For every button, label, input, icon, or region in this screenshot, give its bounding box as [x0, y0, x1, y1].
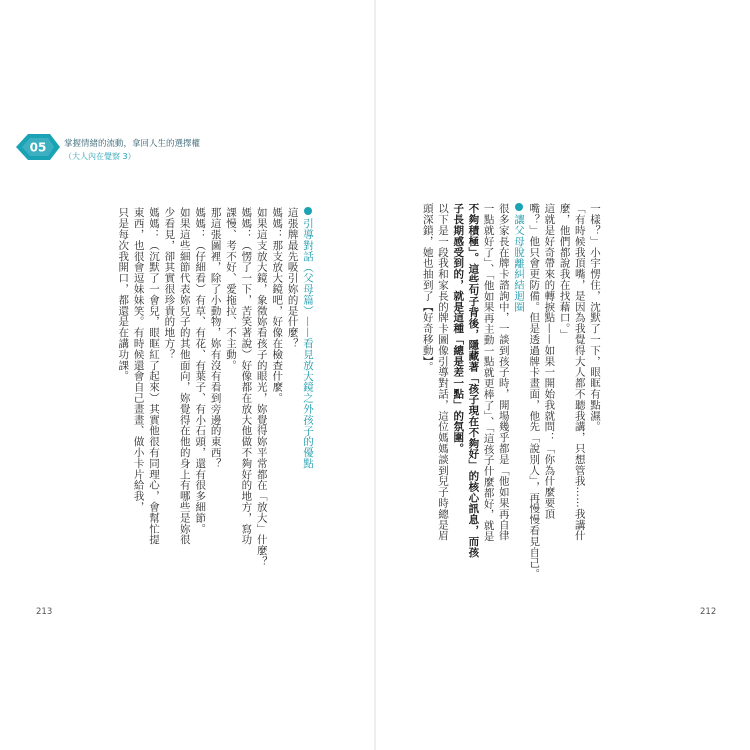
chapter-number: 05 [29, 140, 47, 155]
text-column: 只是每次我開口，都還是在講功課。 [117, 207, 130, 382]
text-column: 以下是一段我和家長的牌卡圖像引導對話，這位媽媽談到兒子時總是眉 [437, 203, 449, 541]
text-column: 這就是好奇帶來的轉捩點——如果一開始我就問：「你為什麼要頂 [543, 203, 556, 520]
text-column: 嘴？」他只會更防備。但是透過牌卡畫面，他先「說別人」，再慢慢看見自己。 [528, 203, 541, 580]
text-column: 媽媽：（愣了一下，苦笑著說）好像都在放大他做不夠好的地方，寫功 [240, 207, 253, 545]
text-column: 如果這支放大鏡，象徵妳看孩子的眼光，妳覺得妳平常都在「放大」什麼？ [255, 207, 268, 567]
page-number-right: 212 [700, 607, 717, 617]
text-column: 媽媽：（沉默了一會兒，眼眶紅了起來）其實他很有同理心，會幫忙提 [148, 207, 160, 545]
text-column: 「有時候我頂嘴，是因為我覺得大人都不聽我講，只想管我……我講什 [573, 203, 586, 541]
section-heading-text: 引導對話（父母篇）——看見放大鏡之外孩子的優點 [302, 218, 314, 469]
text-column: 不夠積極」。這些句子背後，隱藏著「孩子現在不夠好」的核心訊息，而孩 [467, 203, 480, 558]
text-column: 課慢、考不好、愛拖拉、不主動。 [225, 207, 237, 371]
text-column: 那這張圖裡，除了小動物，妳有沒有看到旁邊的東西？ [209, 207, 222, 469]
page-number-left: 213 [36, 607, 53, 617]
chapter-title: 掌握情緒的流動，拿回人生的選擇權 [64, 139, 201, 149]
bullet-dot-icon [304, 207, 312, 215]
section-heading-text: 讓父母脫離糾結迴圈 [513, 214, 525, 313]
text-column: 子長期感受到的，就是這種「總是差一點」的氛圍。 [452, 203, 465, 454]
text-column: 頭深鎖，她也抽到了【好奇移動】。 [421, 203, 434, 373]
text-column: 如果這些細節代表妳兒子的其他面向，妳覺得在他的身上有哪些是妳很 [178, 207, 191, 545]
page-gutter [374, 0, 376, 750]
text-column: 媽媽：（仔細看）有草、有花、有葉子、有小石頭，還有很多細節。 [194, 207, 207, 534]
text-column: 少看見，卻其實很珍貴的地方？ [163, 207, 176, 360]
text-column: 東西，也很會逗妹妹笑。有時候還會自己畫畫、做小卡片給我， [132, 207, 145, 513]
text-column: 一樣？」小宇愣住，沈默了一下，眼眶有點濕。 [589, 203, 601, 432]
text-column: 一點就好了」、「他如果再主動一點就更棒了」、「這孩子什麼都好，就是 [482, 203, 495, 542]
chapter-subtitle: （大人內在覺察 3） [64, 152, 136, 161]
text-column: 這張牌最先吸引妳的是什麼？ [286, 207, 299, 349]
text-column: 媽媽：那支放大鏡吧，好像在檢查什麼。 [271, 207, 284, 404]
text-column: 很多家長在牌卡諮詢中，一談到孩子時，開場幾乎都是「他如果再自律 [497, 203, 510, 541]
text-column: 麼，他們都說我在找藉口。」 [558, 203, 571, 340]
section-heading [301, 207, 314, 469]
section-heading [512, 203, 525, 312]
bullet-dot-icon [515, 203, 523, 211]
chapter-number-badge [14, 132, 62, 162]
